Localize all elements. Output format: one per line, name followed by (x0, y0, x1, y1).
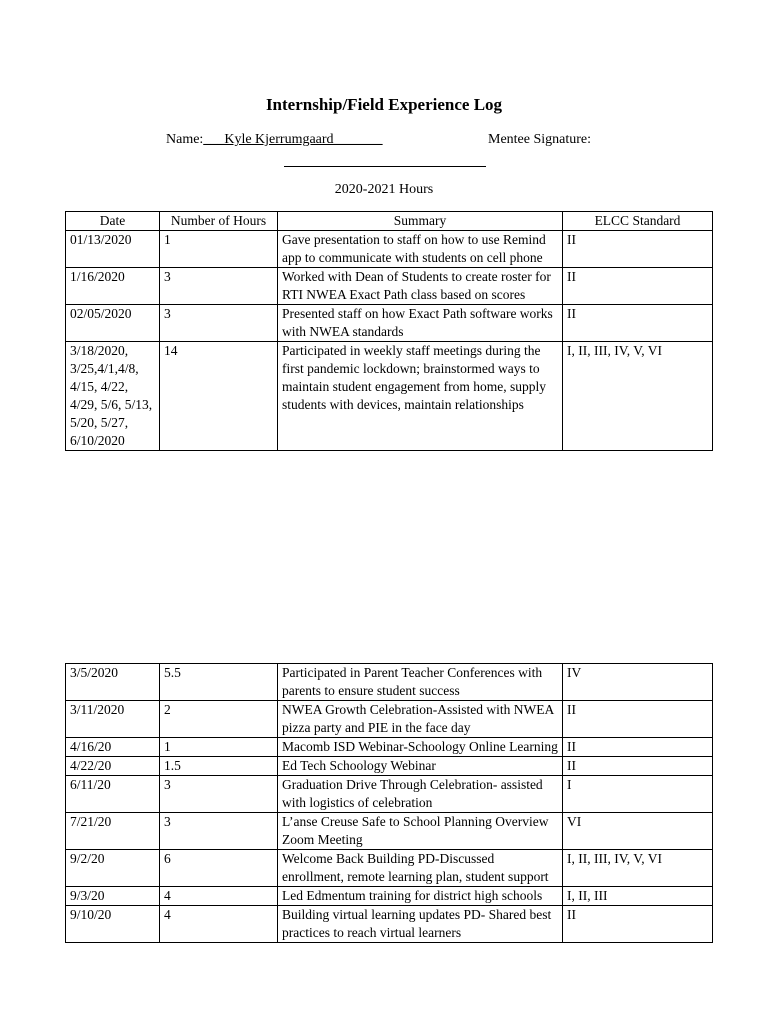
table-row (66, 664, 713, 701)
cell-hours: 1 (160, 738, 278, 757)
cell-summary: Led Edmentum training for district high schools (278, 887, 563, 906)
cell-date: 4/16/20 (66, 738, 160, 757)
cell-hours: 1.5 (160, 757, 278, 776)
cell-standard: II (563, 906, 713, 943)
cell-standard: II (563, 305, 713, 342)
cell-summary: Gave presentation to staff on how to use Remind app to communicate with students on cell phone (278, 231, 563, 268)
cell-date: 9/3/20 (66, 887, 160, 906)
cell-hours: 3 (160, 305, 278, 342)
table-row (66, 850, 713, 887)
signature-line (284, 166, 486, 167)
cell-hours: 5.5 (160, 664, 278, 701)
cell-date: 6/11/20 (66, 776, 160, 813)
header-date: Date (66, 212, 160, 231)
cell-standard: I, II, III, IV, V, VI (563, 850, 713, 887)
cell-date: 9/2/20 (66, 850, 160, 887)
year-label: 2020-2021 Hours (334, 182, 434, 197)
cell-hours: 1 (160, 231, 278, 268)
header-standard: ELCC Standard (563, 212, 713, 231)
cell-summary: Presented staff on how Exact Path software works with NWEA standards (278, 305, 563, 342)
table-row (66, 305, 713, 342)
cell-standard: VI (563, 813, 713, 850)
cell-date: 3/11/2020 (66, 701, 160, 738)
cell-summary: NWEA Growth Celebration-Assisted with NWEA pizza party and PIE in the face day (278, 701, 563, 738)
header-hours: Number of Hours (160, 212, 278, 231)
cell-hours: 14 (160, 342, 278, 451)
cell-standard: II (563, 738, 713, 757)
cell-summary: Worked with Dean of Students to create roster for RTI NWEA Exact Path class based on scores (278, 268, 563, 305)
cell-summary: Participated in Parent Teacher Conferences with parents to ensure student success (278, 664, 563, 701)
cell-date: 01/13/2020 (66, 231, 160, 268)
cell-standard: I, II, III (563, 887, 713, 906)
log-table-part2 (65, 663, 713, 943)
cell-hours: 2 (160, 701, 278, 738)
cell-summary: Graduation Drive Through Celebration- assisted with logistics of celebration (278, 776, 563, 813)
cell-summary: Building virtual learning updates PD- Shared best practices to reach virtual learners (278, 906, 563, 943)
table-row (66, 268, 713, 305)
table-header-row (66, 212, 713, 231)
cell-standard: II (563, 701, 713, 738)
cell-date: 1/16/2020 (66, 268, 160, 305)
table-row (66, 342, 713, 451)
cell-summary: Ed Tech Schoology Webinar (278, 757, 563, 776)
table-row (66, 906, 713, 943)
cell-date: 9/10/20 (66, 906, 160, 943)
name-label: Name: (166, 132, 204, 147)
mentee-signature-label: Mentee Signature: (488, 132, 592, 147)
table-row (66, 887, 713, 906)
cell-date: 7/21/20 (66, 813, 160, 850)
cell-hours: 4 (160, 887, 278, 906)
cell-date: 3/18/2020, 3/25,4/1,4/8, 4/15, 4/22, 4/29, 5/6, 5/13, 5/20, 5/27, 6/10/2020 (66, 342, 160, 451)
table-row (66, 757, 713, 776)
cell-summary: L’anse Creuse Safe to School Planning Overview Zoom Meeting (278, 813, 563, 850)
cell-hours: 6 (160, 850, 278, 887)
cell-date: 3/5/2020 (66, 664, 160, 701)
table-row (66, 701, 713, 738)
cell-hours: 3 (160, 813, 278, 850)
cell-standard: II (563, 231, 713, 268)
cell-standard: II (563, 268, 713, 305)
table-row (66, 776, 713, 813)
log-table-part1 (65, 211, 713, 451)
cell-summary: Participated in weekly staff meetings during the first pandemic lockdown; brainstormed ways to maintain student engagement from home, supply students with devices, maintain relationships (278, 342, 563, 451)
document-title: Internship/Field Experience Log (265, 95, 503, 114)
cell-hours: 3 (160, 776, 278, 813)
name-field (166, 132, 383, 148)
cell-summary: Macomb ISD Webinar-Schoology Online Learning (278, 738, 563, 757)
header-summary: Summary (278, 212, 563, 231)
cell-standard: I, II, III, IV, V, VI (563, 342, 713, 451)
cell-date: 4/22/20 (66, 757, 160, 776)
cell-standard: IV (563, 664, 713, 701)
table-row (66, 813, 713, 850)
name-value: ___Kyle Kjerrumgaard_______ (203, 132, 383, 147)
cell-summary: Welcome Back Building PD-Discussed enrollment, remote learning plan, student support (278, 850, 563, 887)
cell-hours: 4 (160, 906, 278, 943)
cell-date: 02/05/2020 (66, 305, 160, 342)
table-row (66, 231, 713, 268)
cell-standard: I (563, 776, 713, 813)
cell-hours: 3 (160, 268, 278, 305)
table-row (66, 738, 713, 757)
cell-standard: II (563, 757, 713, 776)
